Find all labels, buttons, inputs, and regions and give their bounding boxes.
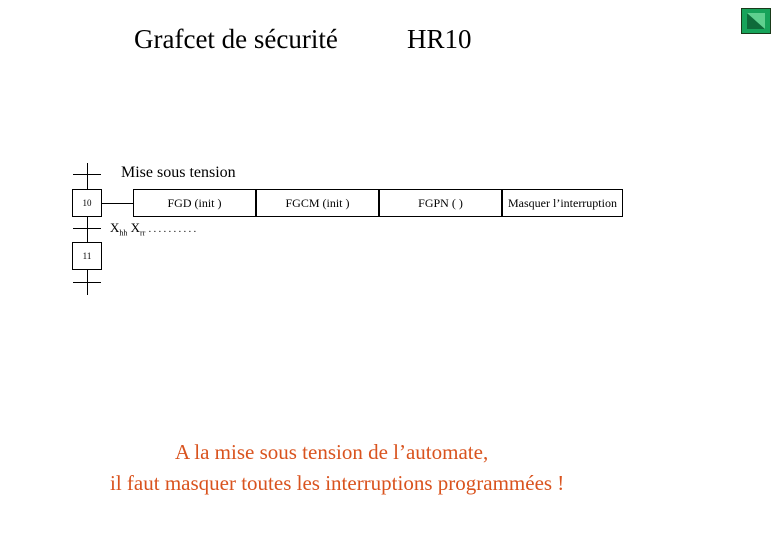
transition-receptivity (110, 220, 196, 238)
link-line (87, 217, 88, 242)
receptivity-dots: . . . . . . . . . . (148, 224, 197, 235)
next-page-icon (742, 9, 770, 33)
action-masquer-interruption: Masquer l’interruption (502, 189, 623, 217)
page-title: Grafcet de sécurité (134, 24, 338, 54)
link-line (87, 163, 88, 190)
action-fgd: FGD (init ) (133, 189, 256, 217)
page-code: HR10 (407, 24, 472, 54)
receptivity-var-2-sub: rr (140, 228, 146, 238)
receptivity-var-1-sub: hh (119, 228, 128, 238)
action-fgcm: FGCM (init ) (256, 189, 379, 217)
step-10: 10 (72, 189, 102, 217)
receptivity-var-2: X (130, 220, 141, 235)
warning-message-line-1: A la mise sous tension de l’automate, (175, 440, 489, 464)
initial-transition-bar (73, 174, 101, 175)
warning-message-line-2: il faut masquer toutes les interruptions programmées ! (110, 471, 565, 495)
transition-bar (73, 228, 101, 229)
step-11: 11 (72, 242, 102, 270)
action-link-line (102, 203, 133, 204)
receptivity-var-1: X (110, 220, 120, 235)
next-page-button[interactable] (741, 8, 771, 34)
transition-bar (73, 282, 101, 283)
initial-transition-label: Mise sous tension (121, 164, 236, 181)
action-fgpn: FGPN ( ) (379, 189, 502, 217)
